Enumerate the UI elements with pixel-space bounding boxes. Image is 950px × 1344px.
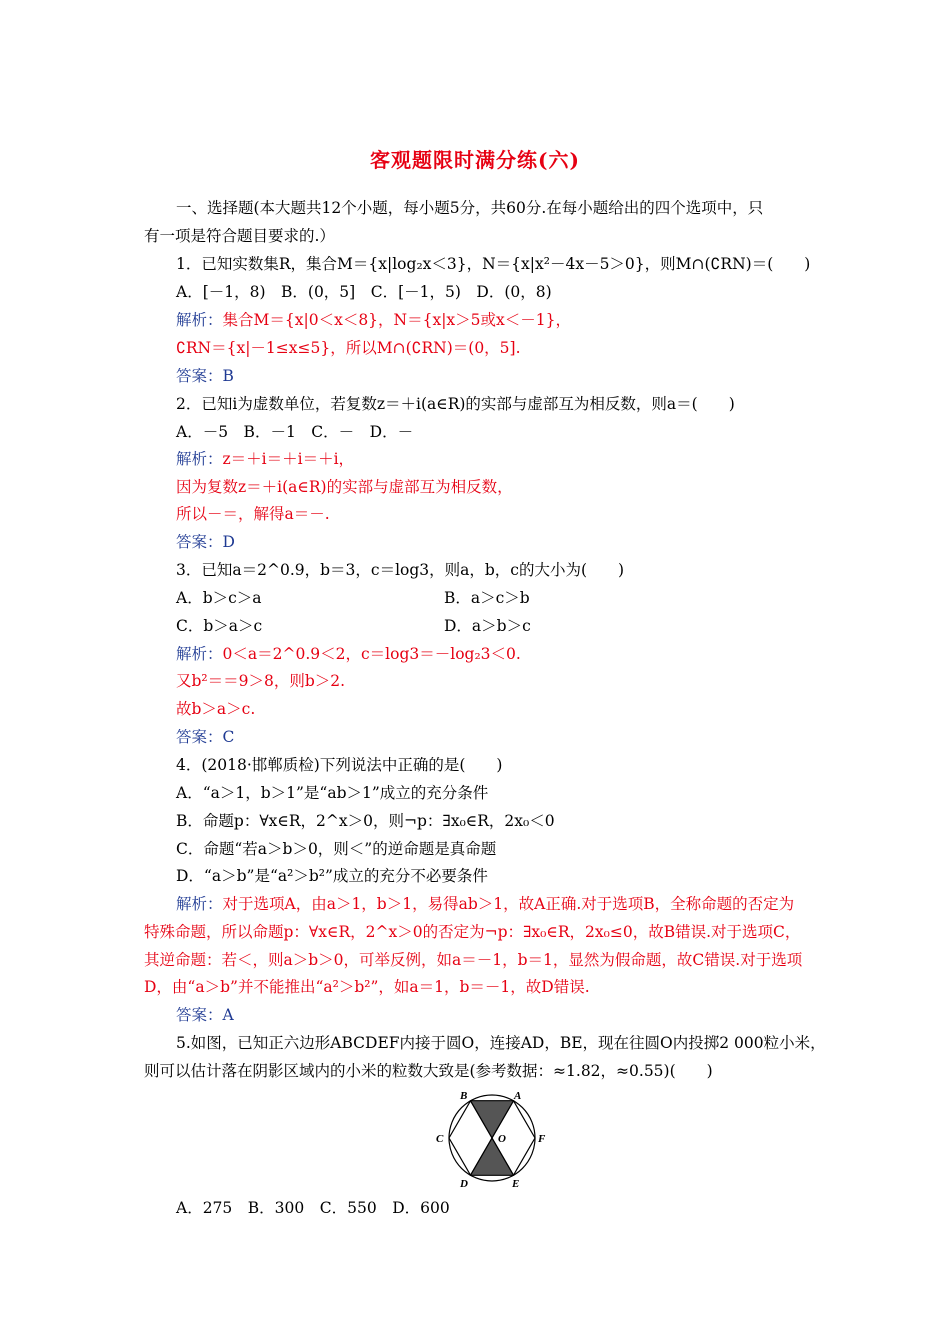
shaded-triangle-bottom — [471, 1138, 514, 1175]
q1-analysis-line-1 — [176, 310, 571, 330]
q2-analysis-line-2: 因为复数z＝＋i(a∈R)的实部与虚部互为相反数， — [176, 478, 513, 496]
hexagon-figure — [432, 1088, 550, 1194]
q5-stem-line-1: 5.如图，已知正六边形ABCDEF内接于圆O，连接AD，BE，现在往圆O内投掷2 000粒小米， — [176, 1034, 826, 1052]
q1-analysis-label: 解析： — [176, 311, 223, 329]
q4-answer: 答案：A — [176, 1006, 234, 1024]
q2-answer: 答案：D — [176, 533, 235, 551]
q2-stem: 2．已知i为虚数单位，若复数z＝＋i(a∈R)的实部与虚部互为相反数，则a＝( ) — [176, 395, 735, 413]
q3-analysis-line-1 — [176, 644, 521, 664]
label-a: A — [514, 1090, 522, 1102]
q3-analysis-line-2: 又b²＝＝9＞8，则b＞2. — [176, 672, 346, 690]
q1-analysis-line-2: ∁RN＝{x|－1≤x≤5}，所以M∩(∁RN)＝(0，5]. — [176, 339, 521, 357]
q2-analysis-line-3: 所以－＝，解得a＝－. — [176, 505, 330, 523]
q2-analysis-text-1: z＝＋i＝＋i＝＋i， — [222, 450, 355, 468]
q2-analysis-line-1 — [176, 449, 354, 469]
q1-answer: 答案：B — [176, 367, 234, 385]
q4-analysis-line-1 — [176, 894, 794, 914]
q2-options: A．－5 B．－1 C．－ D．－ — [176, 423, 414, 441]
q3-option-b: B．a＞c＞b — [444, 589, 530, 607]
label-e: E — [512, 1178, 520, 1190]
q3-stem: 3．已知a＝2^0.9，b＝3，c＝log3，则a，b，c的大小为( ) — [176, 561, 625, 579]
q3-option-a: A．b＞c＞a — [176, 589, 262, 607]
q1-analysis-text-1: 集合M＝{x|0＜x＜8}，N＝{x|x＞5或x＜－1}， — [222, 311, 571, 329]
label-d: D — [460, 1178, 468, 1190]
label-b: B — [460, 1090, 468, 1102]
q3-analysis-label: 解析： — [176, 645, 223, 663]
intro-line-2: 有一项是符合题目要求的.） — [144, 227, 335, 245]
q4-analysis-text-1: 对于选项A，由a＞1，b＞1，易得ab＞1，故A正确.对于选项B，全称命题的否定为 — [222, 895, 795, 913]
q4-analysis-label: 解析： — [176, 895, 223, 913]
q4-analysis-line-4: D，由“a＞b”并不能推出“a²＞b²”，如a＝1，b＝－1，故D错误. — [144, 978, 590, 996]
label-o: O — [498, 1133, 506, 1145]
q4-stem: 4．(2018·邯郸质检)下列说法中正确的是( ) — [176, 756, 503, 774]
q4-analysis-line-2: 特殊命题，所以命题p：∀x∈R，2^x＞0的否定为¬p：∃x₀∈R，2x₀≤0，故B错误.对于选项C， — [144, 923, 801, 941]
q3-answer: 答案：C — [176, 728, 235, 746]
q3-option-d: D．a＞b＞c — [444, 617, 531, 635]
q4-option-c: C．命题“若a＞b＞0，则＜”的逆命题是真命题 — [176, 840, 497, 858]
q1-options: A．[－1，8) B．(0，5] C．[－1，5) D．(0，8) — [176, 283, 552, 301]
intro-line-1: 一、选择题(本大题共12个小题，每小题5分，共60分.在每小题给出的四个选项中，只 — [176, 199, 764, 217]
q4-option-a: A．“a＞1，b＞1”是“ab＞1”成立的充分条件 — [176, 784, 489, 802]
q4-analysis-line-3: 其逆命题：若＜，则a＞b＞0，可举反例，如a＝－1，b＝1，显然为假命题，故C错误.对于选项 — [144, 951, 803, 969]
page-title: 客观题限时满分练(六) — [370, 148, 580, 172]
q3-option-c: C．b＞a＞c — [176, 617, 263, 635]
label-c: C — [436, 1133, 444, 1145]
q5-options: A．275 B．300 C．550 D．600 — [176, 1199, 450, 1217]
q1-stem: 1．已知实数集R，集合M＝{x|log₂x＜3}，N＝{x|x²－4x－5＞0}，则M∩(∁RN)＝( ) — [176, 255, 811, 273]
q2-analysis-label: 解析： — [176, 450, 223, 468]
q4-option-b: B．命题p：∀x∈R，2^x＞0，则¬p：∃x₀∈R，2x₀＜0 — [176, 812, 555, 830]
shaded-triangle-top — [471, 1101, 514, 1138]
q5-stem-line-2: 则可以估计落在阴影区域内的小米的粒数大致是(参考数据：≈1.82，≈0.55)( ) — [144, 1062, 713, 1080]
q3-analysis-text-1: 0＜a＝2^0.9＜2，c＝log3＝－log₂3＜0. — [222, 645, 521, 663]
q3-analysis-line-3: 故b＞a＞c. — [176, 700, 256, 718]
q4-option-d: D．“a＞b”是“a²＞b²”成立的充分不必要条件 — [176, 867, 488, 885]
label-f: F — [538, 1133, 546, 1145]
